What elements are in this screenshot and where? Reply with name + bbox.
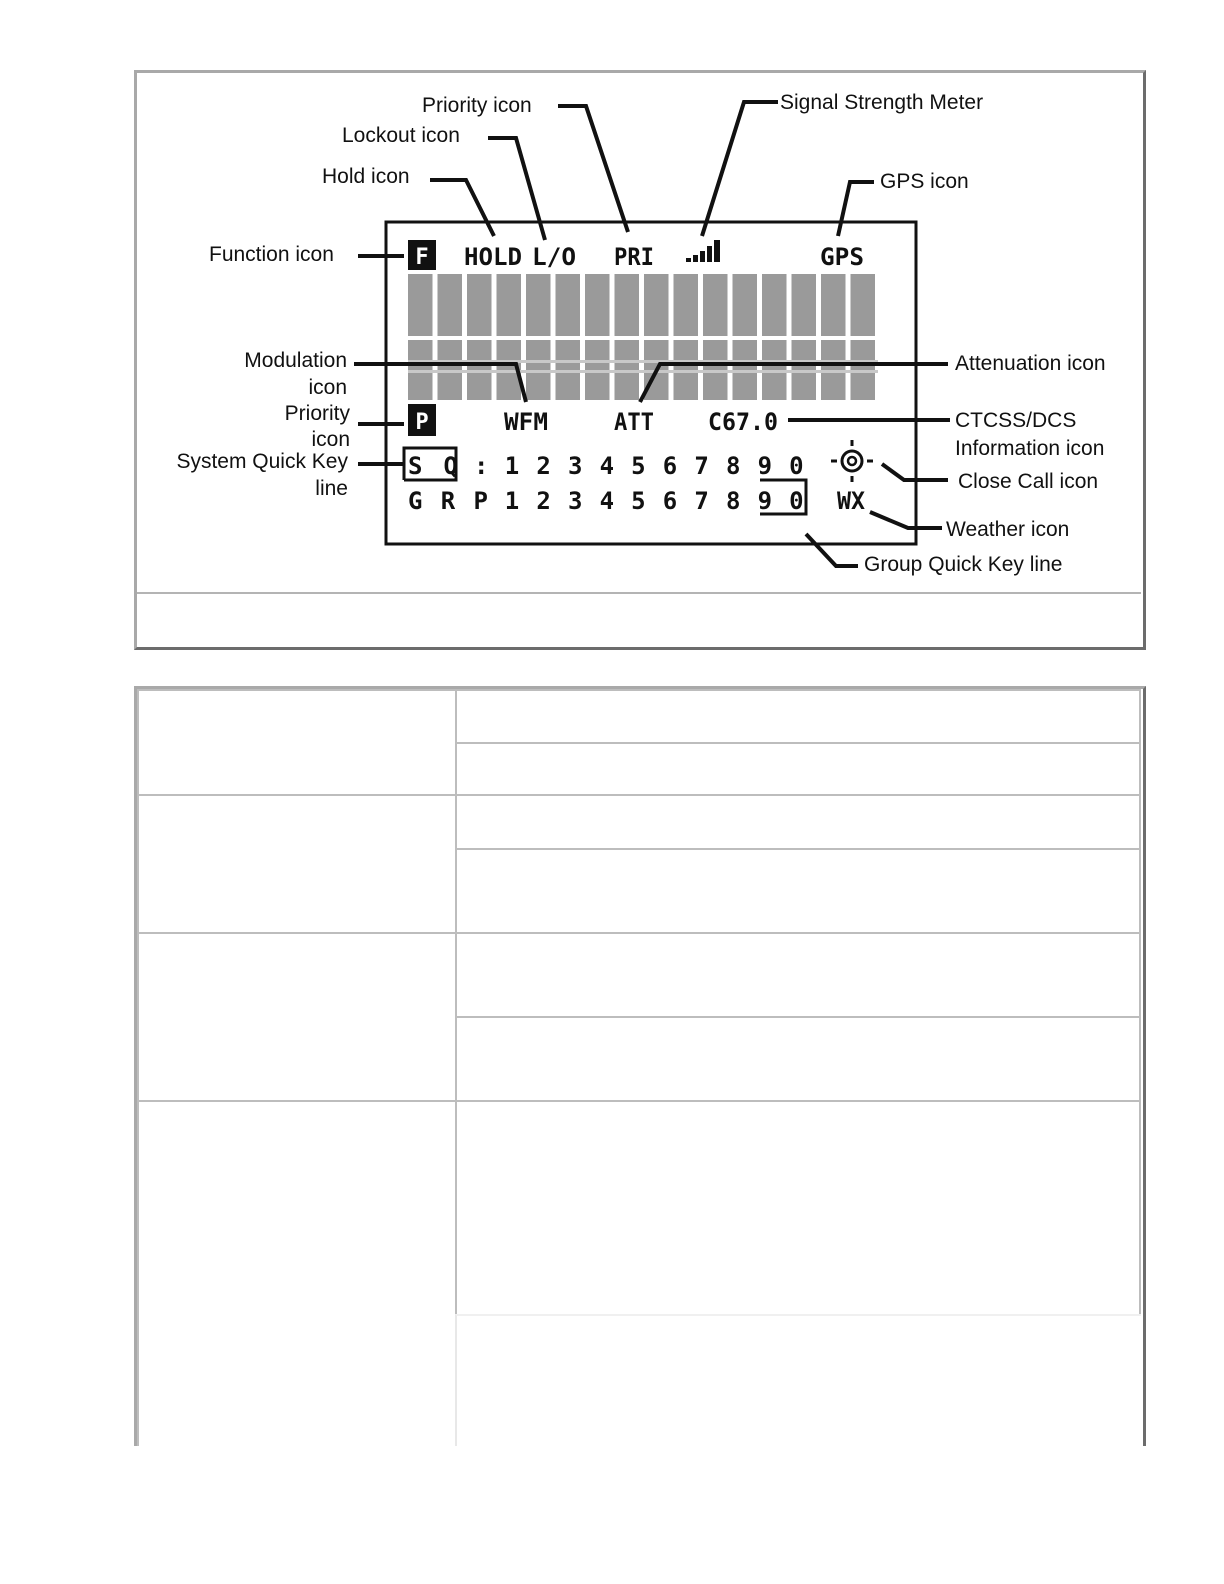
- lcd-cell-top: [585, 274, 610, 336]
- table-cell: [455, 794, 1141, 850]
- function-icon-glyph: F: [415, 245, 429, 270]
- lcd-cell-top: [762, 274, 787, 336]
- label-priority-icon-left-line2: icon: [311, 428, 350, 451]
- group-quick-key-digit: 5: [631, 487, 646, 515]
- lcd-cell-top: [792, 274, 817, 336]
- priority-icon-glyph: P: [415, 410, 429, 435]
- lockout-icon: L/O: [532, 243, 576, 271]
- lcd-cell-top: [674, 274, 699, 336]
- label-priority-icon-top: Priority icon: [422, 94, 532, 117]
- group-quick-key-digit: 0: [789, 487, 804, 515]
- table-cell: [455, 742, 1141, 796]
- label-ctcss-dcs-line2: Information icon: [955, 437, 1105, 460]
- lcd-cell-top: [408, 274, 433, 336]
- label-modulation-icon-line1: Modulation: [244, 349, 347, 372]
- lcd-cell-top: [703, 274, 728, 336]
- system-quick-key-digit: 5: [631, 452, 646, 480]
- lcd-cell-top: [644, 274, 669, 336]
- system-quick-key-digit: 0: [789, 452, 804, 480]
- lcd-segment-band: [408, 370, 878, 373]
- hold-icon: HOLD: [464, 243, 522, 271]
- ctcss-dcs-icon: C67.0: [708, 408, 778, 436]
- lcd-cell-top: [497, 274, 522, 336]
- label-attenuation-icon: Attenuation icon: [955, 352, 1106, 375]
- modulation-icon: WFM: [504, 408, 548, 436]
- table-row-label: [137, 689, 457, 796]
- lcd-display-diagram: [0, 0, 1224, 660]
- lcd-cell-top: [438, 274, 463, 336]
- label-signal-strength-meter: Signal Strength Meter: [780, 91, 984, 114]
- group-quick-key-digit: 9: [757, 487, 773, 515]
- signal-strength-meter-icon: [686, 240, 720, 262]
- group-quick-key-digit: 2: [536, 487, 551, 515]
- label-priority-icon-left-line1: Priority: [284, 402, 350, 425]
- system-quick-key-digit: 1: [504, 452, 520, 480]
- group-quick-key-digit: 8: [725, 487, 741, 515]
- table-cell: [455, 932, 1141, 1018]
- system-quick-key-digit: 3: [567, 452, 583, 480]
- system-quick-key-digit: 7: [694, 452, 709, 480]
- lcd-cell-top: [615, 274, 640, 336]
- table-row-label: [137, 1100, 457, 1446]
- group-quick-key-digit: 3: [567, 487, 583, 515]
- group-quick-key-digits: [505, 487, 804, 515]
- table-row-label: [137, 932, 457, 1102]
- lcd-cell-top: [467, 274, 492, 336]
- system-quick-key-colon: :: [474, 452, 489, 480]
- priority-icon: PRI: [614, 243, 654, 271]
- lcd-cell-top: [733, 274, 758, 336]
- system-quick-key-digits: [505, 452, 804, 480]
- group-quick-key-digit: 4: [599, 487, 615, 515]
- group-quick-key-digit: 7: [694, 487, 709, 515]
- label-hold-icon: Hold icon: [322, 165, 410, 188]
- label-system-quick-key-line1: System Quick Key: [176, 450, 348, 473]
- lcd-cell-top: [851, 274, 876, 336]
- table-cell: [455, 1314, 1141, 1446]
- lcd-cell-top: [526, 274, 551, 336]
- label-function-icon: Function icon: [209, 243, 334, 266]
- table-cell: [455, 848, 1141, 934]
- table-cell: [455, 1016, 1141, 1102]
- label-modulation-icon-line2: icon: [308, 376, 347, 399]
- label-system-quick-key-line2: line: [315, 477, 348, 500]
- system-quick-key-digit: 8: [725, 452, 741, 480]
- table-cell: [455, 689, 1141, 744]
- system-quick-key-prefix: S Q: [408, 452, 458, 480]
- system-quick-key-digit: 6: [662, 452, 678, 480]
- label-ctcss-dcs-line1: CTCSS/DCS: [955, 409, 1077, 432]
- group-quick-key-digit: 6: [662, 487, 678, 515]
- group-quick-key-prefix: G R P: [408, 487, 488, 515]
- attenuation-icon: ATT: [614, 408, 654, 436]
- table-cell: [455, 1100, 1141, 1316]
- lcd-character-cells: [408, 274, 878, 400]
- label-lockout-icon: Lockout icon: [342, 124, 460, 147]
- label-weather-icon: Weather icon: [946, 518, 1070, 541]
- close-call-icon: [831, 440, 873, 482]
- label-close-call-icon: Close Call icon: [958, 470, 1099, 493]
- lcd-cell-top: [821, 274, 846, 336]
- label-group-quick-key-line: Group Quick Key line: [864, 553, 1063, 576]
- label-gps-icon: GPS icon: [880, 170, 969, 193]
- gps-icon: GPS: [820, 243, 864, 271]
- table-row-label: [137, 794, 457, 934]
- group-quick-key-digit: 1: [504, 487, 520, 515]
- weather-icon: WX: [837, 487, 866, 515]
- system-quick-key-digit: 9: [757, 452, 773, 480]
- lcd-cell-top: [556, 274, 581, 336]
- system-quick-key-digit: 4: [599, 452, 615, 480]
- system-quick-key-digit: 2: [536, 452, 551, 480]
